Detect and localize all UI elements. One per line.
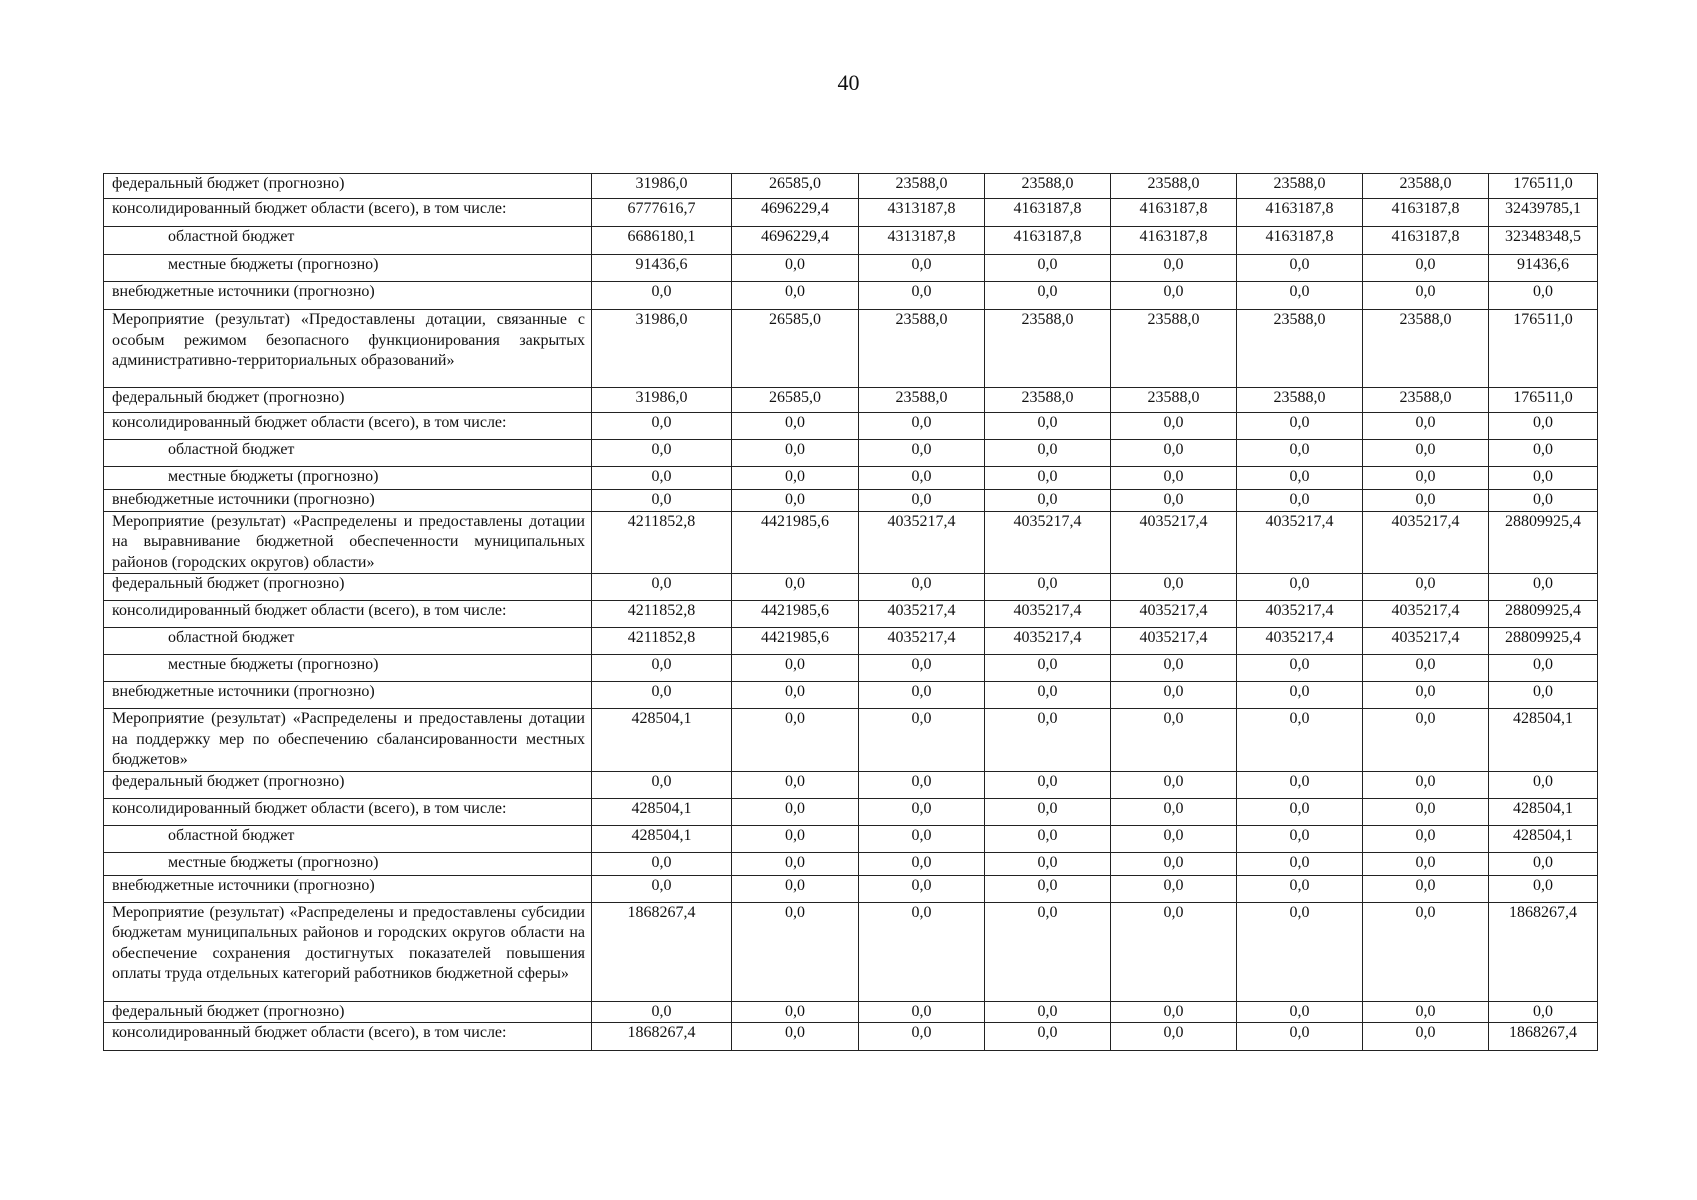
value-cell: 0,0 [732, 798, 859, 825]
row-label: федеральный бюджет (прогнозно) [104, 771, 592, 798]
row-label: консолидированный бюджет области (всего), в том числе: [104, 1023, 592, 1051]
value-cell: 0,0 [859, 413, 985, 440]
table-row [104, 1001, 1598, 1023]
row-label: внебюджетные источники (прогнозно) [104, 875, 592, 902]
value-cell: 0,0 [592, 413, 732, 440]
value-cell: 0,0 [859, 490, 985, 512]
value-cell: 4035217,4 [1111, 511, 1237, 574]
value-cell: 0,0 [592, 490, 732, 512]
value-cell: 428504,1 [592, 825, 732, 852]
row-label: местные бюджеты (прогнозно) [104, 255, 592, 282]
value-cell: 0,0 [732, 282, 859, 310]
value-cell: 0,0 [1237, 1001, 1363, 1023]
value-cell: 0,0 [1363, 682, 1489, 709]
value-cell: 23588,0 [985, 388, 1111, 413]
event-row [104, 902, 1598, 1001]
value-cell: 0,0 [985, 413, 1111, 440]
value-cell: 0,0 [1111, 655, 1237, 682]
value-cell: 0,0 [985, 282, 1111, 310]
total-cell: 28809925,4 [1489, 628, 1598, 655]
table-row [104, 282, 1598, 310]
value-cell: 0,0 [732, 709, 859, 772]
value-cell: 23588,0 [1363, 174, 1489, 199]
value-cell: 0,0 [1363, 798, 1489, 825]
value-cell: 0,0 [859, 1023, 985, 1051]
value-cell: 428504,1 [592, 798, 732, 825]
value-cell: 31986,0 [592, 174, 732, 199]
value-cell: 0,0 [859, 255, 985, 282]
value-cell: 23588,0 [1237, 310, 1363, 388]
total-cell: 428504,1 [1489, 825, 1598, 852]
value-cell: 0,0 [1363, 875, 1489, 902]
value-cell: 0,0 [1237, 902, 1363, 1001]
total-cell: 28809925,4 [1489, 511, 1598, 574]
row-label: местные бюджеты (прогнозно) [104, 655, 592, 682]
total-cell: 428504,1 [1489, 798, 1598, 825]
value-cell: 0,0 [732, 1001, 859, 1023]
value-cell: 0,0 [859, 852, 985, 875]
value-cell: 0,0 [985, 825, 1111, 852]
value-cell: 0,0 [859, 771, 985, 798]
value-cell: 0,0 [592, 655, 732, 682]
table-row [104, 875, 1598, 902]
row-label: внебюджетные источники (прогнозно) [104, 490, 592, 512]
value-cell: 0,0 [1111, 1001, 1237, 1023]
value-cell: 4035217,4 [859, 628, 985, 655]
value-cell: 0,0 [732, 255, 859, 282]
total-cell: 176511,0 [1489, 388, 1598, 413]
table-row [104, 388, 1598, 413]
total-cell: 91436,6 [1489, 255, 1598, 282]
value-cell: 0,0 [859, 825, 985, 852]
value-cell: 4035217,4 [1363, 511, 1489, 574]
value-cell: 23588,0 [859, 388, 985, 413]
value-cell: 0,0 [985, 1001, 1111, 1023]
total-cell: 176511,0 [1489, 310, 1598, 388]
row-label: местные бюджеты (прогнозно) [104, 467, 592, 490]
value-cell: 4035217,4 [1111, 628, 1237, 655]
table-row [104, 199, 1598, 227]
value-cell: 0,0 [1237, 875, 1363, 902]
value-cell: 0,0 [732, 490, 859, 512]
value-cell: 0,0 [859, 902, 985, 1001]
total-cell: 0,0 [1489, 852, 1598, 875]
value-cell: 23588,0 [985, 174, 1111, 199]
table-row [104, 852, 1598, 875]
table-row [104, 490, 1598, 512]
value-cell: 23588,0 [1363, 310, 1489, 388]
value-cell: 4035217,4 [1237, 601, 1363, 628]
table-row [104, 467, 1598, 490]
row-label: внебюджетные источники (прогнозно) [104, 682, 592, 709]
value-cell: 4163187,8 [985, 227, 1111, 255]
table-row [104, 255, 1598, 282]
total-cell: 0,0 [1489, 655, 1598, 682]
total-cell: 1868267,4 [1489, 902, 1598, 1001]
row-label: федеральный бюджет (прогнозно) [104, 574, 592, 601]
table-row [104, 440, 1598, 467]
value-cell: 0,0 [732, 902, 859, 1001]
value-cell: 4035217,4 [859, 601, 985, 628]
event-row [104, 511, 1598, 574]
row-label: областной бюджет [104, 825, 592, 852]
value-cell: 4211852,8 [592, 628, 732, 655]
table-row [104, 574, 1598, 601]
event-row [104, 310, 1598, 388]
value-cell: 0,0 [1111, 852, 1237, 875]
total-cell: 0,0 [1489, 574, 1598, 601]
total-cell: 0,0 [1489, 682, 1598, 709]
value-cell: 0,0 [592, 852, 732, 875]
value-cell: 0,0 [732, 852, 859, 875]
total-cell: 0,0 [1489, 875, 1598, 902]
value-cell: 0,0 [1363, 709, 1489, 772]
value-cell: 0,0 [1237, 282, 1363, 310]
value-cell: 4211852,8 [592, 601, 732, 628]
value-cell: 0,0 [1363, 440, 1489, 467]
value-cell: 0,0 [1111, 902, 1237, 1001]
page-number: 40 [837, 70, 860, 95]
table-row [104, 174, 1598, 199]
value-cell: 0,0 [985, 852, 1111, 875]
value-cell: 4313187,8 [859, 227, 985, 255]
value-cell: 0,0 [1363, 574, 1489, 601]
value-cell: 0,0 [1111, 574, 1237, 601]
value-cell: 0,0 [859, 467, 985, 490]
value-cell: 0,0 [732, 574, 859, 601]
value-cell: 0,0 [1363, 413, 1489, 440]
value-cell: 0,0 [859, 709, 985, 772]
value-cell: 0,0 [859, 1001, 985, 1023]
row-label: внебюджетные источники (прогнозно) [104, 282, 592, 310]
total-cell: 32348348,5 [1489, 227, 1598, 255]
value-cell: 0,0 [732, 1023, 859, 1051]
value-cell: 91436,6 [592, 255, 732, 282]
value-cell: 0,0 [985, 655, 1111, 682]
value-cell: 0,0 [1237, 413, 1363, 440]
value-cell: 0,0 [985, 682, 1111, 709]
value-cell: 0,0 [592, 467, 732, 490]
value-cell: 4163187,8 [1111, 199, 1237, 227]
row-label: федеральный бюджет (прогнозно) [104, 1001, 592, 1023]
value-cell: 23588,0 [859, 174, 985, 199]
value-cell: 6686180,1 [592, 227, 732, 255]
table-row [104, 601, 1598, 628]
value-cell: 0,0 [985, 467, 1111, 490]
value-cell: 6777616,7 [592, 199, 732, 227]
value-cell: 0,0 [592, 282, 732, 310]
value-cell: 0,0 [732, 771, 859, 798]
value-cell: 0,0 [1111, 467, 1237, 490]
value-cell: 0,0 [985, 875, 1111, 902]
value-cell: 0,0 [1111, 798, 1237, 825]
value-cell: 0,0 [1363, 771, 1489, 798]
table-row [104, 798, 1598, 825]
value-cell: 4421985,6 [732, 628, 859, 655]
value-cell: 0,0 [1363, 655, 1489, 682]
row-label: областной бюджет [104, 628, 592, 655]
value-cell: 4421985,6 [732, 601, 859, 628]
value-cell: 0,0 [1363, 490, 1489, 512]
total-cell: 1868267,4 [1489, 1023, 1598, 1051]
value-cell: 0,0 [1363, 902, 1489, 1001]
value-cell: 4035217,4 [859, 511, 985, 574]
total-cell: 0,0 [1489, 413, 1598, 440]
value-cell: 0,0 [1237, 825, 1363, 852]
value-cell: 31986,0 [592, 388, 732, 413]
table-row [104, 655, 1598, 682]
value-cell: 23588,0 [859, 310, 985, 388]
value-cell: 4163187,8 [1237, 199, 1363, 227]
value-cell: 0,0 [1111, 282, 1237, 310]
value-cell: 4163187,8 [1363, 199, 1489, 227]
value-cell: 23588,0 [1111, 388, 1237, 413]
value-cell: 0,0 [732, 655, 859, 682]
total-cell: 0,0 [1489, 282, 1598, 310]
table-row [104, 1023, 1598, 1051]
value-cell: 1868267,4 [592, 1023, 732, 1051]
value-cell: 0,0 [732, 875, 859, 902]
value-cell: 0,0 [985, 771, 1111, 798]
value-cell: 0,0 [859, 875, 985, 902]
value-cell: 0,0 [1111, 771, 1237, 798]
value-cell: 4163187,8 [1237, 227, 1363, 255]
table-row [104, 628, 1598, 655]
value-cell: 0,0 [1363, 825, 1489, 852]
value-cell: 0,0 [1363, 282, 1489, 310]
value-cell: 0,0 [732, 682, 859, 709]
row-label: областной бюджет [104, 227, 592, 255]
row-label: консолидированный бюджет области (всего), в том числе: [104, 199, 592, 227]
value-cell: 23588,0 [1111, 174, 1237, 199]
value-cell: 0,0 [985, 574, 1111, 601]
value-cell: 23588,0 [985, 310, 1111, 388]
value-cell: 4696229,4 [732, 199, 859, 227]
value-cell: 0,0 [1363, 852, 1489, 875]
event-label: Мероприятие (результат) «Предоставлены дотации, связанные с особым режимом безопасного функционирования закрытых административно-территориальных образований» [104, 310, 592, 388]
value-cell: 4163187,8 [1111, 227, 1237, 255]
event-label: Мероприятие (результат) «Распределены и предоставлены дотации на поддержку мер по обеспечению сбалансированности местных бюджетов» [104, 709, 592, 772]
value-cell: 31986,0 [592, 310, 732, 388]
table-row [104, 227, 1598, 255]
value-cell: 0,0 [1363, 255, 1489, 282]
value-cell: 0,0 [859, 655, 985, 682]
value-cell: 0,0 [1111, 825, 1237, 852]
value-cell: 0,0 [1111, 255, 1237, 282]
value-cell: 1868267,4 [592, 902, 732, 1001]
value-cell: 0,0 [1237, 467, 1363, 490]
row-label: областной бюджет [104, 440, 592, 467]
value-cell: 428504,1 [592, 709, 732, 772]
value-cell: 4035217,4 [1237, 511, 1363, 574]
value-cell: 0,0 [859, 682, 985, 709]
value-cell: 0,0 [1237, 655, 1363, 682]
value-cell: 0,0 [732, 467, 859, 490]
value-cell: 0,0 [1111, 1023, 1237, 1051]
value-cell: 4035217,4 [1363, 628, 1489, 655]
value-cell: 0,0 [1111, 709, 1237, 772]
value-cell: 23588,0 [1237, 174, 1363, 199]
value-cell: 0,0 [985, 798, 1111, 825]
value-cell: 0,0 [859, 574, 985, 601]
value-cell: 0,0 [1237, 852, 1363, 875]
value-cell: 4163187,8 [1363, 227, 1489, 255]
value-cell: 0,0 [1111, 490, 1237, 512]
value-cell: 0,0 [1237, 709, 1363, 772]
total-cell: 176511,0 [1489, 174, 1598, 199]
total-cell: 0,0 [1489, 490, 1598, 512]
value-cell: 0,0 [1237, 771, 1363, 798]
value-cell: 0,0 [985, 255, 1111, 282]
value-cell: 4421985,6 [732, 511, 859, 574]
total-cell: 28809925,4 [1489, 601, 1598, 628]
value-cell: 23588,0 [1237, 388, 1363, 413]
value-cell: 4035217,4 [1363, 601, 1489, 628]
value-cell: 23588,0 [1111, 310, 1237, 388]
value-cell: 0,0 [592, 682, 732, 709]
table-row [104, 771, 1598, 798]
value-cell: 0,0 [985, 490, 1111, 512]
event-label: Мероприятие (результат) «Распределены и предоставлены дотации на выравнивание бюджетной обеспеченности муниципальных районов (городских округов) области» [104, 511, 592, 574]
total-cell: 0,0 [1489, 1001, 1598, 1023]
value-cell: 0,0 [1237, 798, 1363, 825]
value-cell: 26585,0 [732, 174, 859, 199]
value-cell: 4211852,8 [592, 511, 732, 574]
row-label: консолидированный бюджет области (всего), в том числе: [104, 413, 592, 440]
value-cell: 4035217,4 [985, 601, 1111, 628]
table-row [104, 825, 1598, 852]
row-label: консолидированный бюджет области (всего), в том числе: [104, 601, 592, 628]
value-cell: 0,0 [1237, 255, 1363, 282]
value-cell: 0,0 [1363, 1001, 1489, 1023]
value-cell: 0,0 [985, 440, 1111, 467]
total-cell: 428504,1 [1489, 709, 1598, 772]
value-cell: 0,0 [1237, 490, 1363, 512]
value-cell: 0,0 [985, 709, 1111, 772]
row-label: федеральный бюджет (прогнозно) [104, 388, 592, 413]
value-cell: 0,0 [1237, 1023, 1363, 1051]
value-cell: 0,0 [1363, 1023, 1489, 1051]
table-row [104, 413, 1598, 440]
value-cell: 0,0 [732, 825, 859, 852]
value-cell: 26585,0 [732, 388, 859, 413]
value-cell: 0,0 [859, 798, 985, 825]
table-row [104, 682, 1598, 709]
value-cell: 0,0 [1363, 467, 1489, 490]
value-cell: 0,0 [592, 771, 732, 798]
value-cell: 0,0 [1111, 413, 1237, 440]
value-cell: 0,0 [985, 1023, 1111, 1051]
row-label: федеральный бюджет (прогнозно) [104, 174, 592, 199]
value-cell: 0,0 [1237, 682, 1363, 709]
value-cell: 0,0 [732, 440, 859, 467]
value-cell: 0,0 [592, 875, 732, 902]
value-cell: 4035217,4 [985, 511, 1111, 574]
total-cell: 32439785,1 [1489, 199, 1598, 227]
value-cell: 4163187,8 [985, 199, 1111, 227]
event-label: Мероприятие (результат) «Распределены и предоставлены субсидии бюджетам муниципальных районов и городских округов области на обеспечение сохранения достигнутых показателей повышения оплаты труда отдельных категорий работников бюджетной сферы» [104, 902, 592, 1001]
value-cell: 0,0 [1237, 574, 1363, 601]
value-cell: 0,0 [985, 902, 1111, 1001]
event-row [104, 709, 1598, 772]
row-label: местные бюджеты (прогнозно) [104, 852, 592, 875]
total-cell: 0,0 [1489, 771, 1598, 798]
value-cell: 0,0 [592, 440, 732, 467]
value-cell: 0,0 [592, 1001, 732, 1023]
value-cell: 0,0 [732, 413, 859, 440]
value-cell: 0,0 [859, 440, 985, 467]
value-cell: 4035217,4 [985, 628, 1111, 655]
value-cell: 4035217,4 [1237, 628, 1363, 655]
value-cell: 0,0 [1111, 440, 1237, 467]
budget-table [103, 173, 1598, 1051]
value-cell: 4696229,4 [732, 227, 859, 255]
total-cell: 0,0 [1489, 440, 1598, 467]
value-cell: 0,0 [1111, 682, 1237, 709]
value-cell: 0,0 [592, 574, 732, 601]
value-cell: 0,0 [1237, 440, 1363, 467]
value-cell: 0,0 [859, 282, 985, 310]
value-cell: 4035217,4 [1111, 601, 1237, 628]
value-cell: 4313187,8 [859, 199, 985, 227]
value-cell: 23588,0 [1363, 388, 1489, 413]
total-cell: 0,0 [1489, 467, 1598, 490]
row-label: консолидированный бюджет области (всего), в том числе: [104, 798, 592, 825]
value-cell: 26585,0 [732, 310, 859, 388]
value-cell: 0,0 [1111, 875, 1237, 902]
